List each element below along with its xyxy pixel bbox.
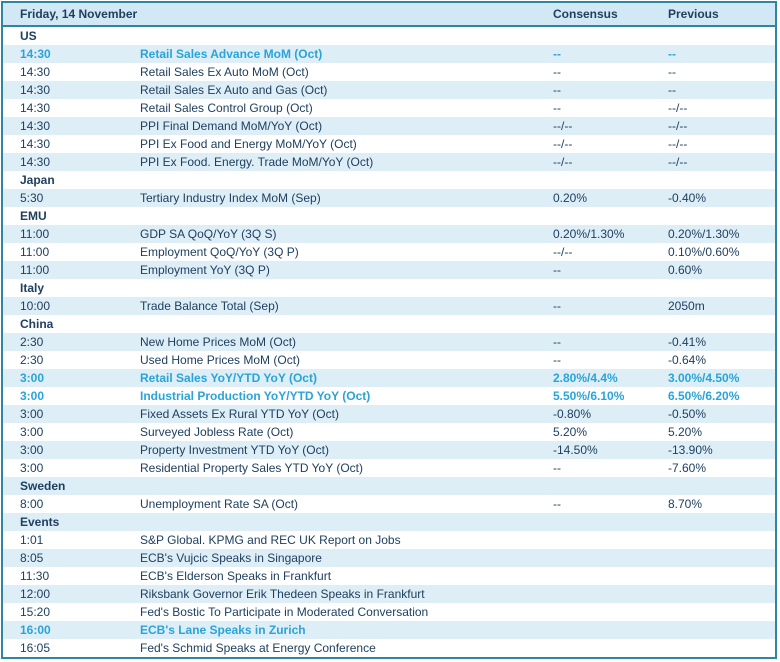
previous-cell: --/-- — [668, 101, 688, 115]
section-row — [3, 477, 775, 495]
time-cell: 14:30 — [20, 119, 51, 133]
time-cell: 3:00 — [20, 425, 44, 439]
previous-cell: --/-- — [668, 155, 688, 169]
consensus-cell: -- — [553, 335, 561, 349]
event-row — [3, 261, 775, 279]
event-name-cell: Retail Sales YoY/YTD YoY (Oct) — [140, 371, 317, 385]
previous-cell: -13.90% — [668, 443, 713, 457]
event-name-cell: PPI Final Demand MoM/YoY (Oct) — [140, 119, 323, 133]
time-cell: 11:00 — [20, 263, 50, 277]
section-label: Sweden — [20, 479, 66, 493]
consensus-cell: -- — [553, 497, 561, 511]
previous-cell: 0.20%/1.30% — [668, 227, 740, 241]
consensus-cell: 2.80%/4.4% — [553, 371, 618, 385]
event-row — [3, 369, 775, 387]
previous-cell: -- — [668, 47, 676, 61]
event-row — [3, 387, 775, 405]
time-cell: 14:30 — [20, 101, 51, 115]
consensus-cell: --/-- — [553, 119, 573, 133]
section-row — [3, 315, 775, 333]
consensus-cell: -0.80% — [553, 407, 592, 421]
event-row — [3, 459, 775, 477]
event-row — [3, 189, 775, 207]
time-cell: 2:30 — [20, 335, 44, 349]
time-cell: 2:30 — [20, 353, 44, 367]
previous-cell: 0.60% — [668, 263, 703, 277]
previous-cell: --/-- — [668, 137, 688, 151]
previous-cell: -- — [668, 83, 676, 97]
event-row — [3, 225, 775, 243]
consensus-cell: -- — [553, 263, 561, 277]
time-cell: 12:00 — [20, 587, 51, 601]
section-row — [3, 279, 775, 297]
consensus-cell: 0.20% — [553, 191, 588, 205]
event-row — [3, 45, 775, 63]
time-cell: 8:05 — [20, 551, 44, 565]
event-name-cell: Unemployment Rate SA (Oct) — [140, 497, 299, 511]
event-row — [3, 297, 775, 315]
event-row — [3, 135, 775, 153]
previous-cell: 5.20% — [668, 425, 703, 439]
event-name-cell: PPI Ex Food and Energy MoM/YoY (Oct) — [140, 137, 357, 151]
event-name-cell: Trade Balance Total (Sep) — [140, 299, 279, 313]
event-name-cell: Riksbank Governor Erik Thedeen Speaks in Frankfurt — [140, 587, 425, 601]
event-row — [3, 441, 775, 459]
previous-cell: -7.60% — [668, 461, 707, 475]
event-row — [3, 405, 775, 423]
consensus-cell: -- — [553, 461, 561, 475]
event-name-cell: S&P Global. KPMG and REC UK Report on Jobs — [140, 533, 401, 547]
event-row — [3, 81, 775, 99]
previous-cell: 6.50%/6.20% — [668, 389, 740, 403]
time-cell: 14:30 — [20, 155, 51, 169]
time-cell: 8:00 — [20, 497, 44, 511]
table-body — [3, 27, 775, 657]
event-name-cell: GDP SA QoQ/YoY (3Q S) — [140, 227, 277, 241]
event-name-cell: Employment QoQ/YoY (3Q P) — [140, 245, 299, 259]
consensus-cell: -- — [553, 47, 561, 61]
time-cell: 3:00 — [20, 407, 44, 421]
event-row — [3, 351, 775, 369]
consensus-cell: -- — [553, 353, 561, 367]
section-label: China — [20, 317, 54, 331]
previous-cell: 2050m — [668, 299, 705, 313]
event-name-cell: Fixed Assets Ex Rural YTD YoY (Oct) — [140, 407, 339, 421]
section-row — [3, 27, 775, 45]
previous-cell: -0.41% — [668, 335, 707, 349]
event-name-cell: Industrial Production YoY/YTD YoY (Oct) — [140, 389, 371, 403]
time-cell: 3:00 — [20, 389, 45, 403]
table-header-row — [3, 3, 775, 27]
event-row — [3, 63, 775, 81]
event-name-cell: PPI Ex Food. Energy. Trade MoM/YoY (Oct) — [140, 155, 374, 169]
event-name-cell: Tertiary Industry Index MoM (Sep) — [140, 191, 321, 205]
consensus-cell: 5.50%/6.10% — [553, 389, 625, 403]
event-name-cell: Property Investment YTD YoY (Oct) — [140, 443, 329, 457]
time-cell: 3:00 — [20, 371, 45, 385]
time-cell: 14:30 — [20, 137, 51, 151]
event-name-cell: Retail Sales Advance MoM (Oct) — [140, 47, 323, 61]
event-row — [3, 603, 775, 621]
time-cell: 3:00 — [20, 461, 44, 475]
event-row — [3, 333, 775, 351]
time-cell: 14:30 — [20, 47, 51, 61]
event-row — [3, 117, 775, 135]
event-name-cell: Retail Sales Ex Auto and Gas (Oct) — [140, 83, 328, 97]
time-cell: 11:00 — [20, 227, 50, 241]
section-label: Italy — [20, 281, 45, 295]
previous-column-header: Previous — [668, 7, 719, 21]
event-name-cell: Fed's Schmid Speaks at Energy Conference — [140, 641, 376, 655]
time-cell: 11:00 — [20, 245, 50, 259]
section-label: US — [20, 29, 37, 43]
time-cell: 15:20 — [20, 605, 51, 619]
section-row — [3, 207, 775, 225]
previous-cell: 0.10%/0.60% — [668, 245, 740, 259]
event-name-cell: Surveyed Jobless Rate (Oct) — [140, 425, 294, 439]
time-cell: 16:05 — [20, 641, 51, 655]
event-name-cell: Fed's Bostic To Participate in Moderated Conversation — [140, 605, 429, 619]
event-row — [3, 243, 775, 261]
event-name-cell: Employment YoY (3Q P) — [140, 263, 270, 277]
time-cell: 1:01 — [20, 533, 44, 547]
event-row — [3, 531, 775, 549]
event-row — [3, 549, 775, 567]
event-row — [3, 567, 775, 585]
event-row — [3, 639, 775, 657]
event-name-cell: Used Home Prices MoM (Oct) — [140, 353, 301, 367]
time-cell: 14:30 — [20, 83, 51, 97]
previous-cell: --/-- — [668, 119, 688, 133]
time-cell: 14:30 — [20, 65, 51, 79]
consensus-cell: 5.20% — [553, 425, 588, 439]
event-row — [3, 423, 775, 441]
time-cell: 16:00 — [20, 623, 51, 637]
consensus-cell: 0.20%/1.30% — [553, 227, 625, 241]
consensus-cell: --/-- — [553, 245, 573, 259]
section-row — [3, 513, 775, 531]
consensus-cell: -- — [553, 83, 561, 97]
time-cell: 5:30 — [20, 191, 44, 205]
previous-cell: -0.40% — [668, 191, 707, 205]
previous-cell: -- — [668, 65, 676, 79]
previous-cell: -0.64% — [668, 353, 707, 367]
previous-cell: 8.70% — [668, 497, 703, 511]
previous-cell: 3.00%/4.50% — [668, 371, 740, 385]
event-name-cell: Retail Sales Ex Auto MoM (Oct) — [140, 65, 309, 79]
time-cell: 11:30 — [20, 569, 50, 583]
consensus-cell: -- — [553, 65, 561, 79]
event-name-cell: Residential Property Sales YTD YoY (Oct) — [140, 461, 363, 475]
section-label: EMU — [20, 209, 47, 223]
consensus-cell: -- — [553, 299, 561, 313]
event-name-cell: ECB's Lane Speaks in Zurich — [140, 623, 306, 637]
event-name-cell: ECB's Vujcic Speaks in Singapore — [140, 551, 322, 565]
consensus-cell: -- — [553, 101, 561, 115]
event-row — [3, 495, 775, 513]
consensus-cell: --/-- — [553, 137, 573, 151]
event-name-cell: Retail Sales Control Group (Oct) — [140, 101, 313, 115]
event-row — [3, 99, 775, 117]
consensus-cell: --/-- — [553, 155, 573, 169]
time-cell: 10:00 — [20, 299, 51, 313]
event-row — [3, 153, 775, 171]
section-label: Events — [20, 515, 60, 529]
date-header: Friday, 14 November — [20, 7, 138, 21]
section-row — [3, 171, 775, 189]
previous-cell: -0.50% — [668, 407, 707, 421]
event-row — [3, 585, 775, 603]
event-row — [3, 621, 775, 639]
consensus-cell: -14.50% — [553, 443, 598, 457]
section-label: Japan — [20, 173, 55, 187]
economic-calendar-table — [1, 1, 777, 659]
event-name-cell: New Home Prices MoM (Oct) — [140, 335, 297, 349]
time-cell: 3:00 — [20, 443, 44, 457]
event-name-cell: ECB's Elderson Speaks in Frankfurt — [140, 569, 332, 583]
consensus-column-header: Consensus — [553, 7, 618, 21]
